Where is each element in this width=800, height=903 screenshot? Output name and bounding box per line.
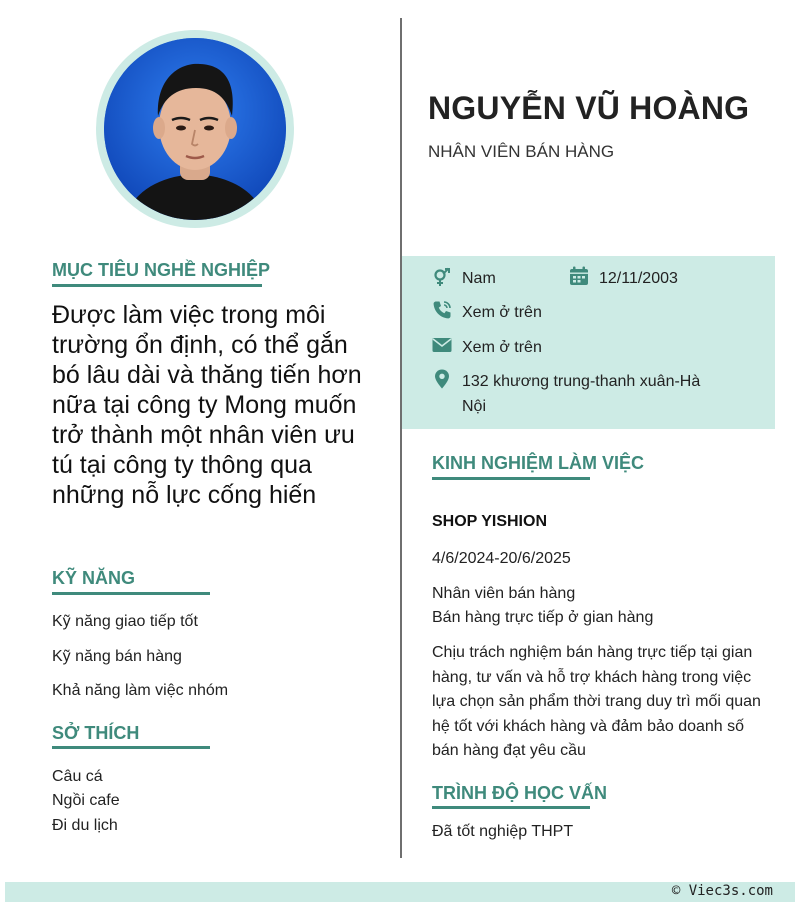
experience-heading: KINH NGHIỆM LÀM VIỆC xyxy=(432,453,645,473)
skills-heading: KỸ NĂNG xyxy=(52,568,136,588)
portrait-image xyxy=(104,38,286,220)
hobbies-heading-underline xyxy=(52,746,210,749)
skill-item: Kỹ năng giao tiếp tốt xyxy=(52,613,198,630)
column-divider xyxy=(400,18,402,858)
mail-icon xyxy=(432,335,452,355)
footer-copyright: © Viec3s.com xyxy=(671,883,773,899)
objective-heading-underline xyxy=(52,284,262,287)
candidate-name: NGUYỄN VŨ HOÀNG xyxy=(428,90,750,126)
education-heading: TRÌNH ĐỘ HỌC VẤN xyxy=(432,783,607,803)
experience-period: 4/6/2024-20/6/2025 xyxy=(432,550,571,567)
address-value-line1: 132 khương trung-thanh xuân-Hà xyxy=(462,373,701,390)
company-name: SHOP YISHION xyxy=(432,513,547,530)
skill-item: Kỹ năng bán hàng xyxy=(52,648,182,665)
objective-heading: MỤC TIÊU NGHỀ NGHIỆP xyxy=(52,260,271,280)
avatar xyxy=(104,38,286,220)
skills-heading-underline xyxy=(52,592,210,595)
phone-icon xyxy=(432,300,452,320)
email-value: Xem ở trên xyxy=(462,339,542,356)
objective-text: Được làm việc trong môi trường ổn định, có thể gắn bó lâu dài và thăng tiến hơn nữa tại công ty Mong muốn trở thành một nhân viên ưu tú tại công ty thông qua những nỗ lực cống hiến xyxy=(52,301,362,509)
gender-value: Nam xyxy=(462,270,496,287)
hobby-item: Câu cá xyxy=(52,768,103,785)
hobbies-heading: SỞ THÍCH xyxy=(52,723,140,743)
hobby-item: Ngồi cafe xyxy=(52,792,120,809)
footer-bar xyxy=(5,882,795,902)
address-value-line2: Nội xyxy=(462,398,487,415)
experience-position: Nhân viên bán hàng xyxy=(432,585,576,602)
experience-role: Bán hàng trực tiếp ở gian hàng xyxy=(432,609,654,626)
experience-heading-underline xyxy=(432,477,590,480)
phone-value: Xem ở trên xyxy=(462,304,542,321)
education-text: Đã tốt nghiệp THPT xyxy=(432,823,574,840)
hobby-item: Đi du lịch xyxy=(52,817,118,834)
candidate-title: NHÂN VIÊN BÁN HÀNG xyxy=(428,142,615,161)
skill-item: Khả năng làm việc nhóm xyxy=(52,682,229,699)
education-heading-underline xyxy=(432,806,590,809)
birthday-value: 12/11/2003 xyxy=(599,270,678,287)
location-pin-icon xyxy=(432,369,452,389)
experience-description: Chịu trách nghiệm bán hàng trực tiếp tại gian hàng, tư vấn và hỗ trợ khách hàng trong việc lựa chọn sản phẩm thời trang duy trì mối quan hệ tốt với khách hàng và đảm bảo doanh số bán hàng đạt yêu cầu xyxy=(432,644,761,759)
gender-icon xyxy=(432,267,452,287)
calendar-icon xyxy=(569,266,589,286)
